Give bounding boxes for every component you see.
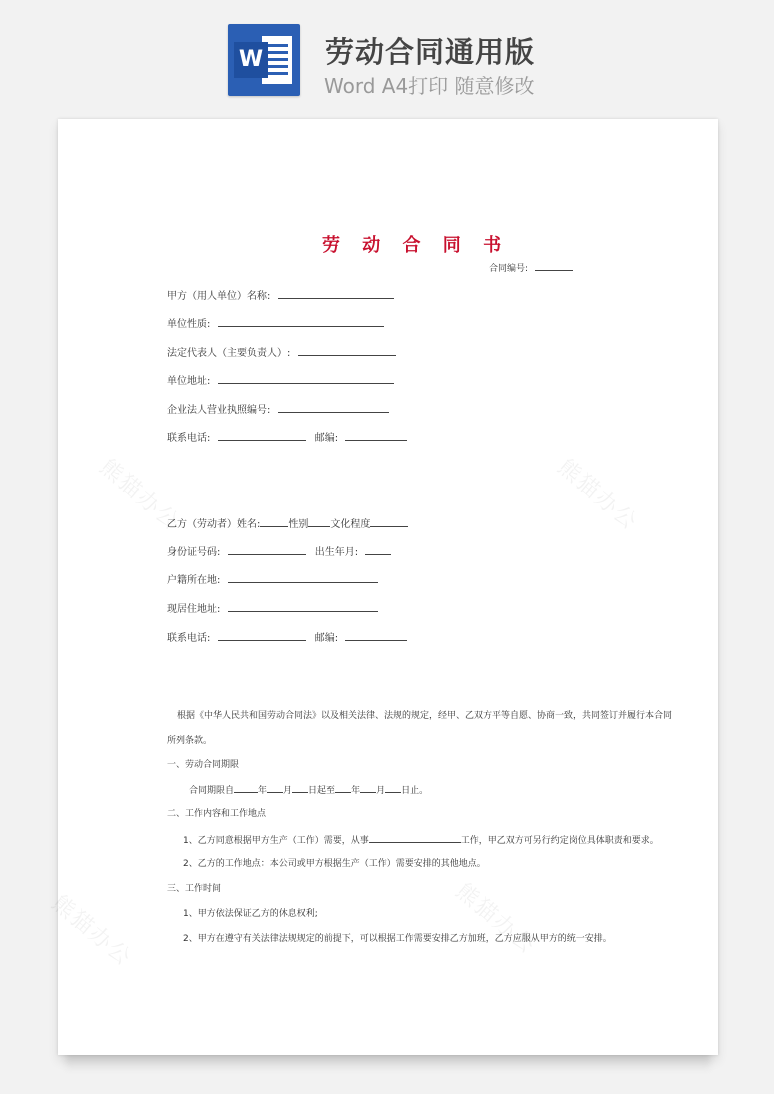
party-b-phone-row: [167, 630, 407, 646]
section-3-item-1: 1、甲方依法保证乙方的休息权利;: [183, 909, 318, 919]
party-a-postcode-label: 邮编:: [314, 433, 339, 444]
section-2-item-2: 2、乙方的工作地点：本公司或甲方根据生产（工作）需要安排的其他地点。: [183, 859, 486, 869]
party-b-birth-label: 出生年月:: [314, 547, 359, 558]
term-start-label: 合同期限自: [189, 786, 235, 796]
party-a-license-blank[interactable]: [278, 402, 389, 413]
end-day-blank[interactable]: [385, 783, 401, 793]
contract-number-label: 合同编号:: [489, 264, 529, 274]
party-b-postcode-blank[interactable]: [345, 630, 407, 641]
party-a-phone-label: 联系电话:: [167, 433, 211, 444]
party-a-address-row: [167, 373, 394, 389]
preamble-line-1: 根据《中华人民共和国劳动合同法》以及相关法律、法规的规定，经甲、乙双方平等自愿、协商一致，共同签订并履行本合同: [177, 711, 673, 721]
watermark: 熊猫办公: [94, 454, 185, 536]
party-b-birth-blank[interactable]: [365, 544, 391, 555]
party-b-household-row: [167, 572, 378, 588]
party-b-household-label: 户籍所在地:: [167, 575, 221, 586]
page-subtitle: Word A4打印 随意修改: [324, 74, 535, 98]
party-a-legal-rep-label: 法定代表人（主要负责人）:: [167, 348, 291, 359]
month-label: 月: [283, 786, 293, 796]
contract-number: [489, 260, 573, 274]
party-b-name-blank[interactable]: [260, 516, 288, 527]
section-1-title: 一、劳动合同期限: [167, 760, 240, 770]
section-2-item-1: [183, 833, 659, 847]
party-a-address-blank[interactable]: [218, 373, 394, 384]
section-3-item-2: 2、甲方在遵守有关法律法规规定的前提下，可以根据工作需要安排乙方加班，乙方应服从甲方的统一安排。: [183, 934, 612, 944]
term-end-label: 日止。: [401, 786, 429, 796]
section-2-title: 二、工作内容和工作地点: [167, 809, 267, 819]
job-label: 1、乙方同意根据甲方生产（工作）需要，从事: [183, 836, 369, 846]
header: [0, 0, 774, 110]
word-icon-letter: W: [234, 42, 268, 78]
job-blank[interactable]: [369, 833, 461, 843]
year-label: 年: [351, 786, 361, 796]
party-a-name-blank[interactable]: [278, 288, 394, 299]
party-a-nature-label: 单位性质:: [167, 319, 211, 330]
preamble-line-2: 所列条款。: [167, 736, 213, 746]
party-b-residence-label: 现居住地址:: [167, 604, 221, 615]
party-a-nature-blank[interactable]: [218, 316, 384, 327]
contract-number-blank[interactable]: [535, 260, 573, 271]
job-tail: 工作，甲乙双方可另行约定岗位具体职责和要求。: [460, 836, 659, 846]
party-b-name-row: [167, 516, 408, 532]
party-a-postcode-blank[interactable]: [345, 430, 407, 441]
section-3-title: 三、工作时间: [167, 884, 222, 894]
start-month-blank[interactable]: [267, 783, 283, 793]
party-b-phone-blank[interactable]: [218, 630, 306, 641]
month-label: 月: [376, 786, 386, 796]
watermark: 熊猫办公: [46, 890, 137, 972]
party-b-gender-blank[interactable]: [308, 516, 330, 527]
party-b-residence-blank[interactable]: [228, 601, 378, 612]
party-a-phone-blank[interactable]: [218, 430, 306, 441]
party-a-license-label: 企业法人营业执照编号:: [167, 405, 271, 416]
party-b-id-label: 身份证号码:: [167, 547, 221, 558]
party-a-name-label: 甲方（用人单位）名称:: [167, 291, 271, 302]
party-a-legal-rep-blank[interactable]: [298, 345, 396, 356]
document-title: 劳 动 合 同 书: [322, 235, 510, 256]
party-b-education-blank[interactable]: [370, 516, 408, 527]
end-month-blank[interactable]: [360, 783, 376, 793]
year-label: 年: [258, 786, 268, 796]
party-a-name-row: [167, 288, 394, 304]
party-a-nature-row: [167, 316, 384, 332]
party-b-education-label: 文化程度: [330, 519, 371, 530]
start-year-blank[interactable]: [234, 783, 258, 793]
party-b-postcode-label: 邮编:: [314, 633, 339, 644]
party-b-name-label: 乙方（劳动者）姓名:: [167, 519, 261, 530]
end-year-blank[interactable]: [335, 783, 351, 793]
party-a-address-label: 单位地址:: [167, 376, 211, 387]
party-a-license-row: [167, 402, 389, 418]
term-to-label: 日起至: [308, 786, 336, 796]
party-b-id-blank[interactable]: [228, 544, 306, 555]
document-page: [46, 119, 718, 1055]
party-b-residence-row: [167, 601, 378, 617]
party-b-phone-label: 联系电话:: [167, 633, 211, 644]
watermark: 熊猫办公: [450, 878, 541, 960]
word-icon: [228, 24, 300, 96]
section-1-term: [189, 783, 428, 797]
party-b-gender-label: 性别: [288, 519, 309, 530]
party-b-household-blank[interactable]: [228, 572, 378, 583]
party-a-legal-rep-row: [167, 345, 396, 361]
party-a-phone-row: [167, 430, 407, 446]
page-title: 劳动合同通用版: [325, 35, 536, 69]
watermark: 熊猫办公: [552, 454, 643, 536]
party-b-id-row: [167, 544, 391, 560]
start-day-blank[interactable]: [292, 783, 308, 793]
